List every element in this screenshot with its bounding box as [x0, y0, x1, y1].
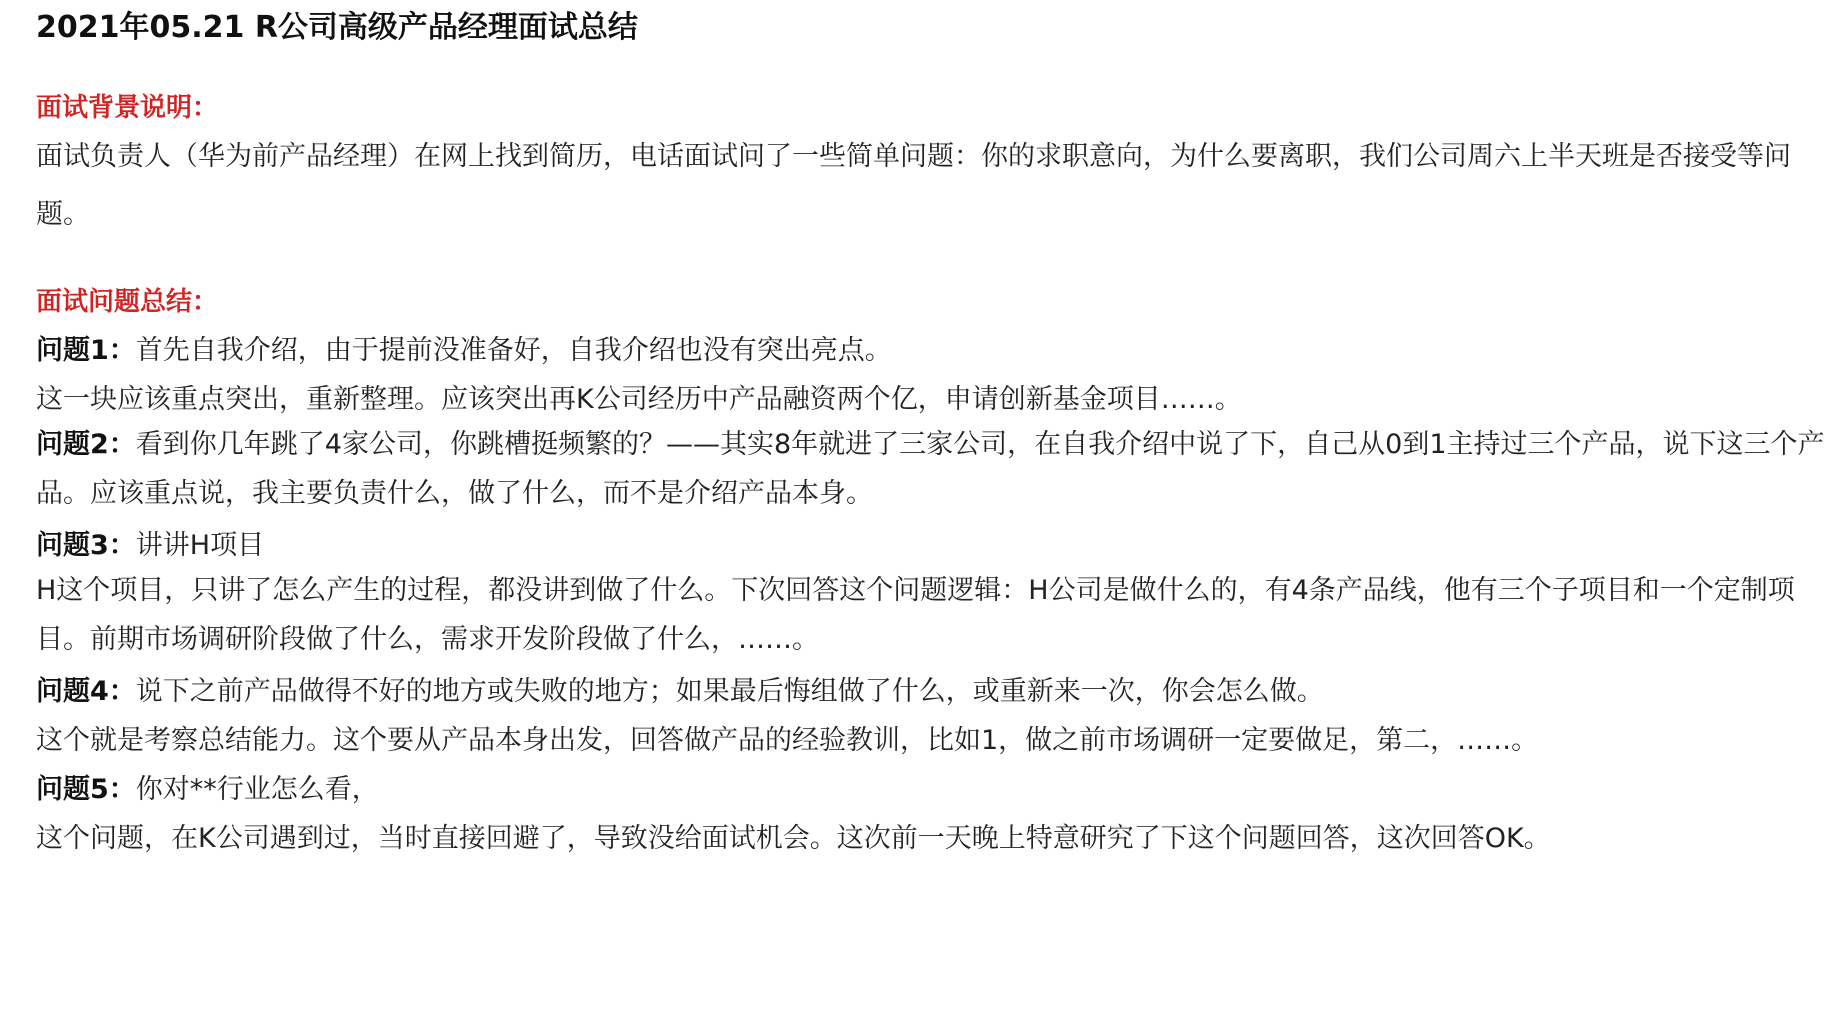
question-4	[36, 672, 1324, 712]
question-2-label: 问题2：	[36, 429, 136, 460]
background-paragraph: 面试负责人（华为前产品经理）在网上找到简历，电话面试问了一些简单问题：你的求职意向，为什么要离职，我们公司周六上半天班是否接受等问题。	[36, 141, 1791, 230]
question-3-text: 讲讲H项目	[135, 530, 265, 561]
question-1-answer: 这一块应该重点突出，重新整理。应该突出再K公司经历中产品融资两个亿，申请创新基金项目……。	[36, 384, 1242, 415]
question-4-answer: 这个就是考察总结能力。这个要从产品本身出发，回答做产品的经验教训，比如1，做之前市场调研一定要做足，第二，……。	[36, 725, 1539, 756]
summary-heading: 面试问题总结：	[36, 287, 219, 317]
document-title: 2021年05.21 R公司高级产品经理面试总结	[36, 10, 638, 45]
question-5-text: 你对**行业怎么看，	[135, 774, 379, 805]
question-4-label: 问题4：	[36, 676, 136, 707]
question-5-answer: 这个问题，在K公司遇到过，当时直接回避了，导致没给面试机会。这次前一天晚上特意研究了下这个问题回答，这次回答OK。	[36, 823, 1551, 854]
question-4-text: 说下之前产品做得不好的地方或失败的地方；如果最后悔组做了什么，或重新来一次，你会怎么做。	[135, 676, 1324, 707]
question-1	[36, 331, 892, 371]
question-1-text: 首先自我介绍，由于提前没准备好，自我介绍也没有突出亮点。	[135, 335, 892, 366]
question-2-text: 看到你几年跳了4家公司，你跳槽挺频繁的？——其实8年就进了三家公司，在自我介绍中说了下，自己从0到1主持过三个产品，说下这三个产品。应该重点说，我主要负责什么，做了什么，而不是介绍产品本身。	[36, 429, 1825, 509]
question-3-answer: H这个项目，只讲了怎么产生的过程，都没讲到做了什么。下次回答这个问题逻辑：H公司是做什么的，有4条产品线，他有三个子项目和一个定制项目。前期市场调研阶段做了什么，需求开发阶段做了什么，……。	[36, 575, 1795, 655]
question-3	[36, 526, 264, 566]
question-2	[36, 420, 1826, 518]
question-1-label: 问题1：	[36, 335, 136, 366]
question-5	[36, 770, 379, 810]
background-heading: 面试背景说明：	[36, 93, 219, 123]
question-5-label: 问题5：	[36, 774, 136, 805]
question-3-label: 问题3：	[36, 530, 136, 561]
